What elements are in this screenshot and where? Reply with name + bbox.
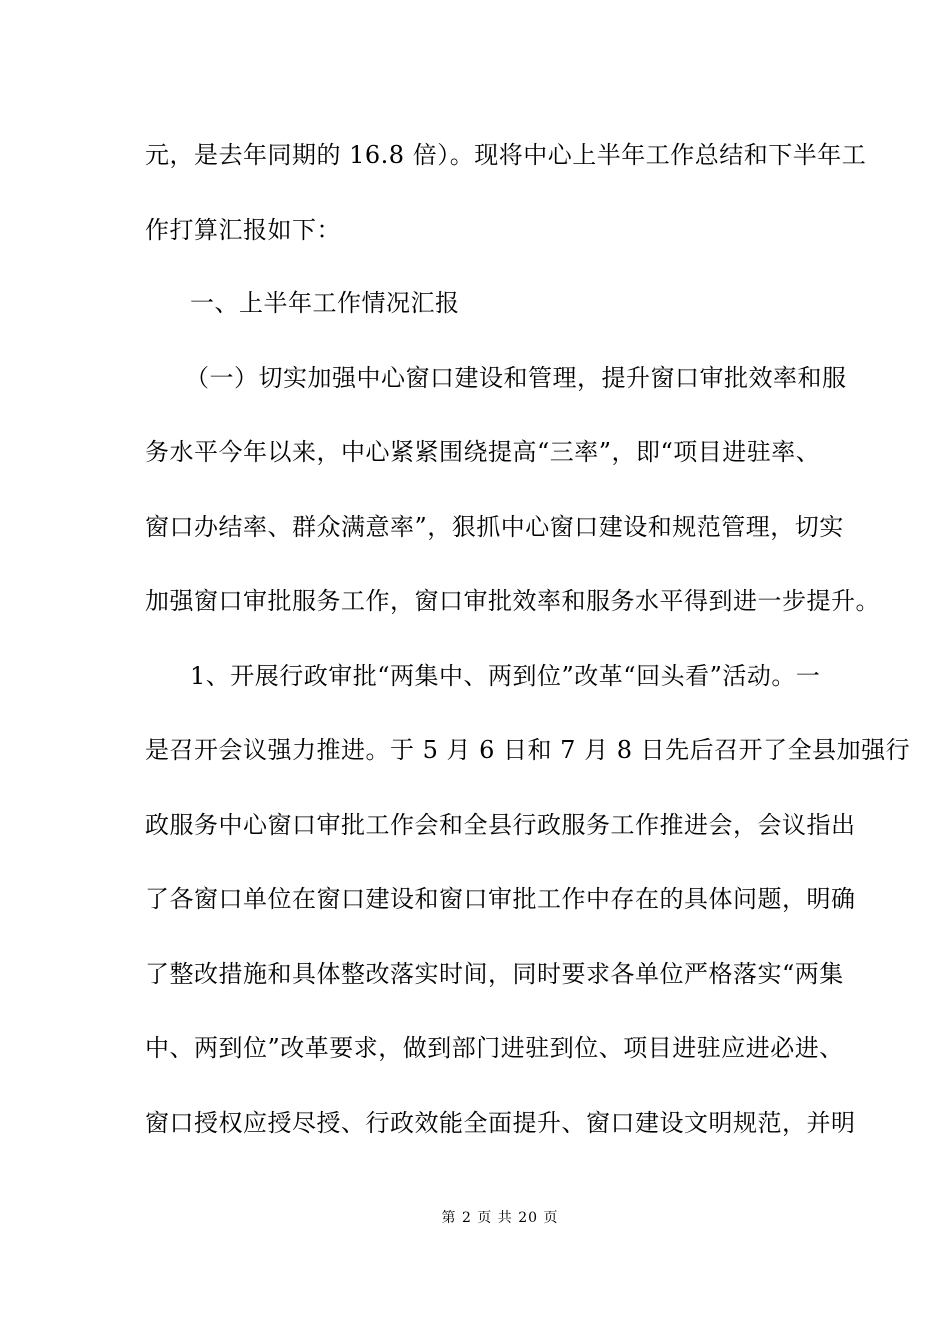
text-line: 作打算汇报如下： — [145, 216, 341, 244]
section-heading: 一、上半年工作情况汇报 — [190, 289, 460, 317]
text-line: 了各窗口单位在窗口建设和窗口审批工作中存在的具体问题，明确 — [145, 885, 856, 913]
subsection-heading: （一）切实加强中心窗口建设和管理，提升窗口审批效率和服 — [185, 364, 847, 392]
text-line: 政服务中心窗口审批工作会和全县行政服务工作推进会，会议指出 — [145, 811, 856, 839]
text-line: 1、开展行政审批“两集中、两到位”改革“回头看”活动。一 — [190, 662, 821, 690]
text-line: 窗口授权应授尽授、行政效能全面提升、窗口建设文明规范，并明 — [145, 1109, 856, 1137]
text-line: 元，是去年同期的 16.8 倍）。现将中心上半年工作总结和下半年工 — [145, 141, 867, 169]
text-line: 是召开会议强力推进。于 5 月 6 日和 7 月 8 日先后召开了全县加强行 — [145, 736, 911, 764]
text-line: 窗口办结率、群众满意率”，狠抓中心窗口建设和规范管理，切实 — [145, 513, 844, 541]
text-line: 了整改措施和具体整改落实时间，同时要求各单位严格落实“两集 — [145, 960, 844, 988]
page-number-footer: 第 2 页 共 20 页 — [441, 1210, 559, 1226]
text-line: 加强窗口审批服务工作，窗口审批效率和服务水平得到进一步提升。 — [145, 587, 880, 615]
text-line: 中、两到位”改革要求，做到部门进驻到位、项目进驻应进必进、 — [145, 1034, 844, 1062]
text-line: 务水平今年以来，中心紧紧围绕提高“三率”，即“项目进驻率、 — [145, 438, 821, 466]
